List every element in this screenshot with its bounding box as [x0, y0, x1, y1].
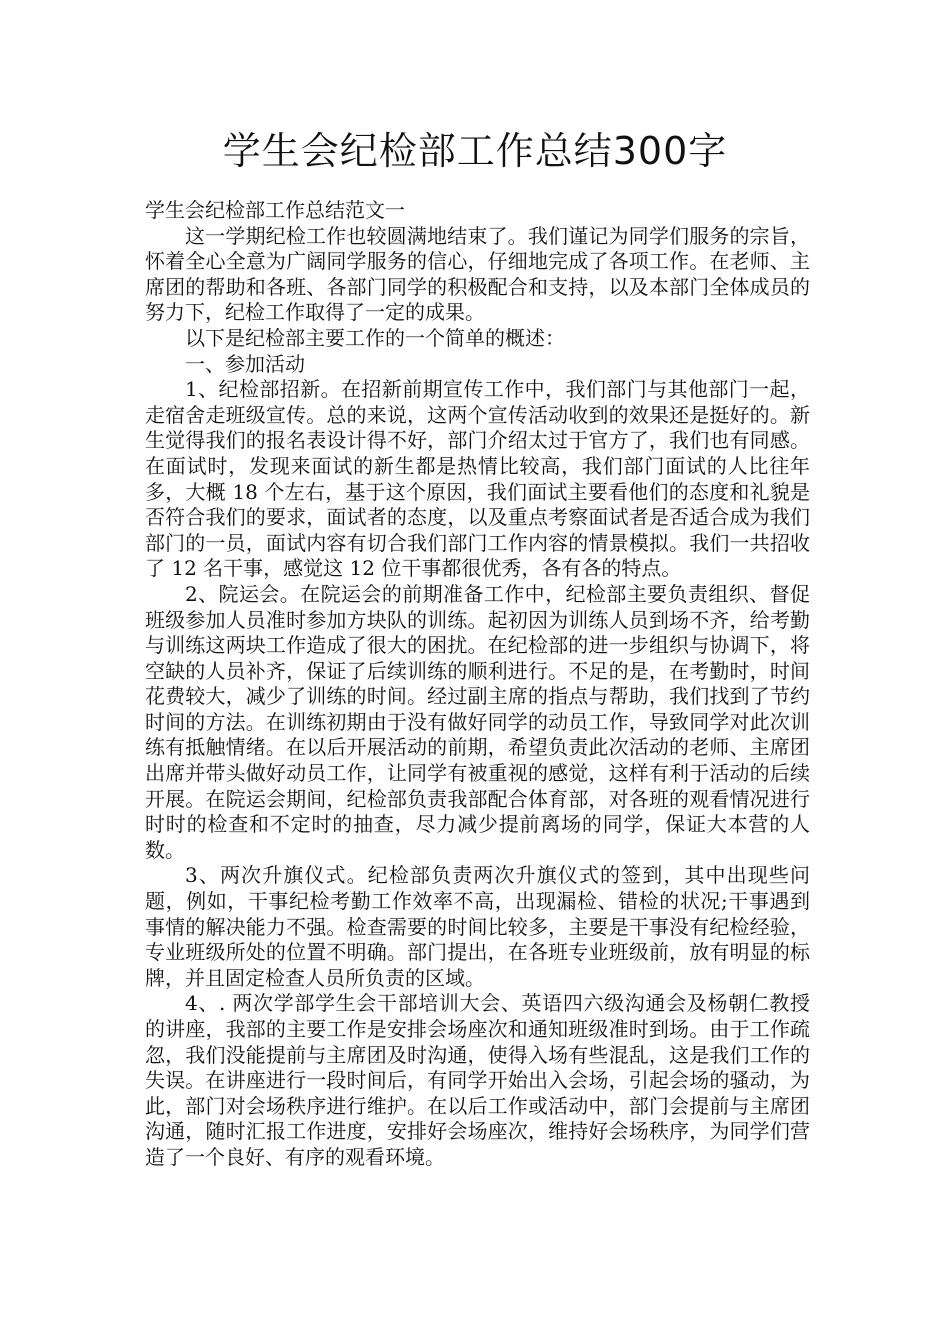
body-paragraph: 这一学期纪检工作也较圆满地结束了。我们谨记为同学们服务的宗旨，怀着全心全意为广阔同学服务的信心，仔细地完成了各项工作。在老师、主席团的帮助和各班、各部门同学的积极配合和支持，以及本部门全体成员的努力下，纪检工作取得了一定的成果。 — [145, 223, 810, 325]
body-paragraph: 4、. 两次学部学生会干部培训大会、英语四六级沟通会及杨朝仁教授的讲座，我部的主要工作是安排会场座次和通知班级准时到场。由于工作疏忽，我们没能提前与主席团及时沟通，使得入场有些混乱，这是我们工作的失误。在讲座进行一段时间后，有同学开始出入会场，引起会场的骚动，为此，部门对会场秩序进行维护。在以后工作或活动中，部门会提前与主席团沟通，随时汇报工作进度，安排好会场座次，维持好会场秩序，为同学们营造了一个良好、有序的观看环境。 — [145, 991, 810, 1169]
section-heading: 学生会纪检部工作总结范文一 — [145, 198, 405, 222]
body-paragraph: 以下是纪检部主要工作的一个简单的概述： — [185, 325, 565, 350]
body-paragraph: 1、纪检部招新。在招新前期宣传工作中，我们部门与其他部门一起，走宿舍走班级宣传。总的来说，这两个宣传活动收到的效果还是挺好的。新生觉得我们的报名表设计得不好，部门介绍太过于官方了，我们也有同感。在面试时，发现来面试的新生都是热情比较高，我们部门面试的人比往年多，大概 18 个左右，基于这个原因，我们面试主要看他们的态度和礼貌是否符合我们的要求，面试者的态度，以及重点考察面试者是否适合成为我们部门的一员，面试内容有切合我们部门工作内容的情景模拟。我们一共招收了 12 名干事，感觉这 12 位干事都很优秀，各有各的特点。 — [145, 377, 810, 581]
document-body — [145, 198, 810, 1171]
subsection-heading: 一、参加活动 — [185, 351, 305, 376]
document-title: 学生会纪检部工作总结300字 — [222, 129, 728, 173]
body-paragraph: 3、两次升旗仪式。纪检部负责两次升旗仪式的签到，其中出现些问题，例如，干事纪检考勤工作效率不高，出现漏检、错检的状况;干事遇到事情的解决能力不强。检查需要的时间比较多，主要是干事没有纪检经验，专业班级所处的位置不明确。部门提出，在各班专业班级前，放有明显的标牌，并且固定检查人员所负责的区域。 — [145, 863, 810, 990]
body-paragraph: 2、院运会。在院运会的前期准备工作中，纪检部主要负责组织、督促班级参加人员准时参加方块队的训练。起初因为训练人员到场不齐，给考勤与训练这两块工作造成了很大的困扰。在纪检部的进一步组织与协调下，将空缺的人员补齐，保证了后续训练的顺利进行。不足的是，在考勤时，时间花费较大，减少了训练的时间。经过副主席的指点与帮助，我们找到了节约时间的方法。在训练初期由于没有做好同学的动员工作，导致同学对此次训练有抵触情绪。在以后开展活动的前期，希望负责此次活动的老师、主席团出席并带头做好动员工作，让同学有被重视的感觉，这样有利于活动的后续开展。在院运会期间，纪检部负责我部配合体育部，对各班的观看情况进行时时的检查和不定时的抽查，尽力减少提前离场的同学，保证大本营的人数。 — [145, 581, 810, 862]
